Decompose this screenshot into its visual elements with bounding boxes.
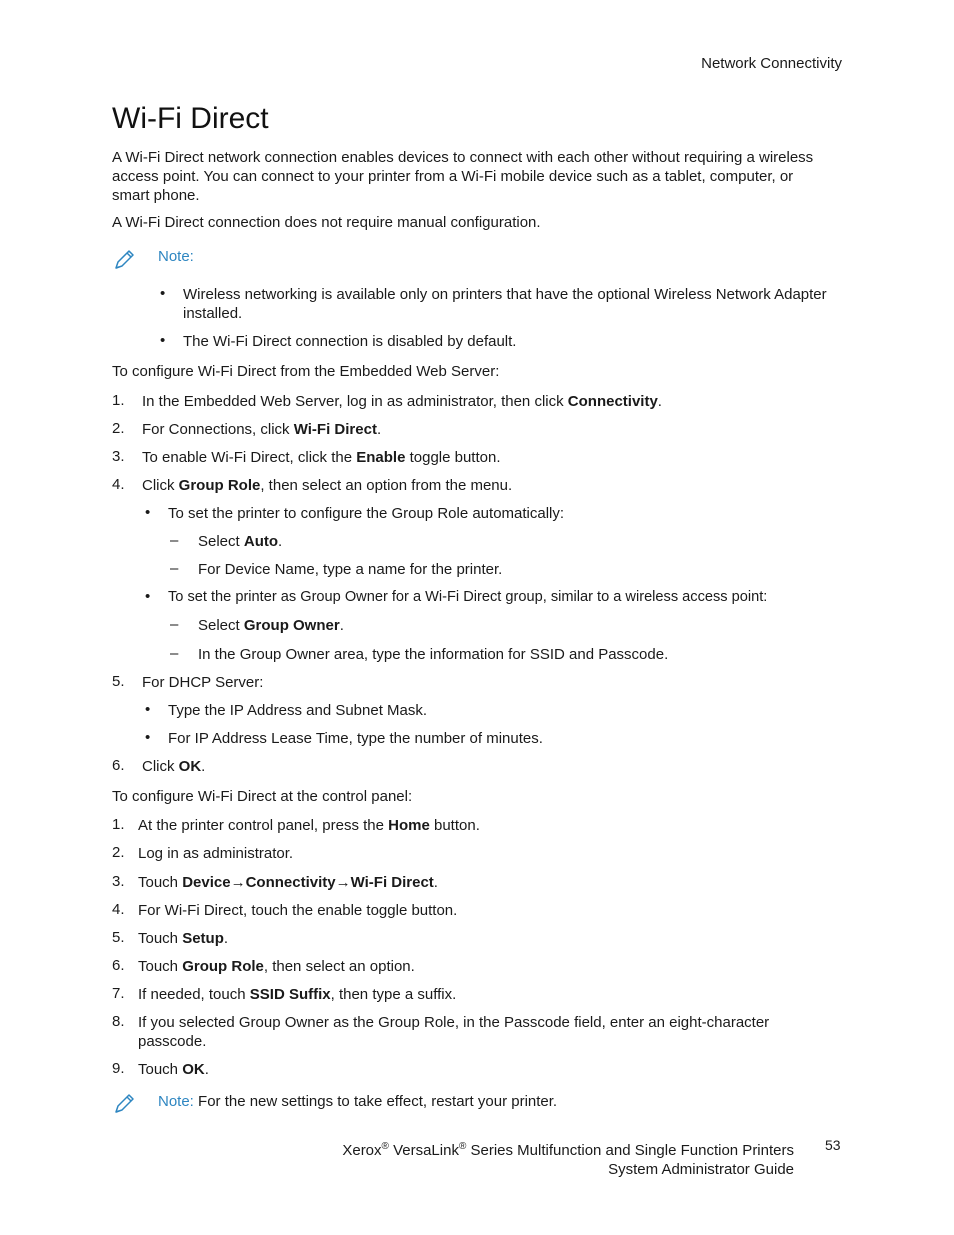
bullet-marker: • <box>145 729 151 746</box>
step-text: Click OK. <box>142 758 206 775</box>
procedure-intro: To configure Wi-Fi Direct from the Embedded Web Server: <box>112 363 500 380</box>
ui-term: Connectivity <box>567 393 658 410</box>
sub-step-text: To set the printer to configure the Group Role automatically: <box>168 505 565 522</box>
step-number: 5. <box>112 673 125 690</box>
step-text: Touch OK. <box>138 1061 209 1078</box>
running-header: Network Connectivity <box>701 55 842 72</box>
ui-term: Group Role <box>178 477 261 494</box>
ui-term: Home <box>388 817 430 834</box>
procedure-intro: To configure Wi-Fi Direct at the control panel: <box>112 788 413 805</box>
bullet-marker: • <box>160 332 166 349</box>
step-text: To enable Wi-Fi Direct, click the Enable toggle button. <box>142 449 501 466</box>
sub-sub-step-text: Select Group Owner. <box>198 617 344 634</box>
step-number: 7. <box>112 985 125 1002</box>
step-text: For DHCP Server: <box>142 674 264 691</box>
step-number: 4. <box>112 901 125 918</box>
ui-term: Setup <box>182 930 224 947</box>
ui-term: Wi-Fi Direct <box>350 874 434 891</box>
ui-term: SSID Suffix <box>249 986 331 1003</box>
footer-title <box>342 1137 794 1179</box>
dash-marker: – <box>170 532 179 549</box>
pencil-icon <box>112 248 136 272</box>
dash-marker: – <box>170 560 179 577</box>
step-text: Touch Device→Connectivity→Wi-Fi Direct. <box>138 874 438 891</box>
step-number: 8. <box>112 1013 125 1030</box>
step-number: 1. <box>112 392 125 409</box>
step-number: 2. <box>112 844 125 861</box>
step-number: 4. <box>112 476 125 493</box>
footer-line-2: System Administrator Guide <box>608 1161 794 1178</box>
step-number: 1. <box>112 816 125 833</box>
step-text: Touch Group Role, then select an option. <box>138 958 415 975</box>
pencil-icon <box>112 1092 136 1116</box>
step-text: At the printer control panel, press the Home button. <box>138 817 480 834</box>
bullet-marker: • <box>145 701 151 718</box>
dash-marker: – <box>170 645 179 662</box>
ui-term: Wi-Fi Direct <box>293 421 377 438</box>
ui-term: OK <box>178 758 202 775</box>
bullet-marker: • <box>160 285 166 302</box>
ui-term: Enable <box>356 449 406 466</box>
note-label: Note: <box>158 1093 194 1110</box>
ui-term: Device <box>182 874 231 891</box>
intro-paragraph: A Wi-Fi Direct network connection enables devices to connect with each other without requiring a wireless access point. You can connect to your printer from a Wi-Fi mobile device such as a tablet, computer, or smart phone. <box>112 149 814 204</box>
ui-term: Group Role <box>182 958 264 975</box>
bullet-marker: • <box>145 504 151 521</box>
step-number: 3. <box>112 873 125 890</box>
ui-term: Connectivity <box>245 874 336 891</box>
ui-term: Auto <box>243 533 279 550</box>
ui-term: Group Owner <box>243 617 340 634</box>
sub-step-text: To set the printer as Group Owner for a Wi-Fi Direct group, similar to a wireless access point: <box>168 589 768 605</box>
sub-step-text: For IP Address Lease Time, type the number of minutes. <box>168 730 543 747</box>
note-bullet: Wireless networking is available only on printers that have the optional Wireless Network Adapter installed. <box>183 286 827 322</box>
step-number: 5. <box>112 929 125 946</box>
sub-sub-step-text: For Device Name, type a name for the printer. <box>198 561 503 578</box>
footer-line-1: Xerox® VersaLink® Series Multifunction and Single Function Printers <box>342 1141 794 1159</box>
page-title: Wi-Fi Direct <box>112 102 269 135</box>
note-text: Note: For the new settings to take effect, restart your printer. <box>158 1093 558 1110</box>
step-text: If needed, touch SSID Suffix, then type a suffix. <box>138 986 457 1003</box>
page-number: 53 <box>825 1137 841 1153</box>
step-text: In the Embedded Web Server, log in as administrator, then click Connectivity. <box>142 393 662 410</box>
dash-marker: – <box>170 616 179 633</box>
intro-paragraph-2: A Wi-Fi Direct connection does not require manual configuration. <box>112 214 541 231</box>
note-bullet: The Wi-Fi Direct connection is disabled by default. <box>183 333 517 350</box>
sub-sub-step-text: In the Group Owner area, type the information for SSID and Passcode. <box>198 646 669 663</box>
step-number: 3. <box>112 448 125 465</box>
step-number: 9. <box>112 1060 125 1077</box>
step-text: For Wi-Fi Direct, touch the enable toggle button. <box>138 902 458 919</box>
ui-term: OK <box>182 1061 205 1078</box>
note-label: Note: <box>158 248 194 265</box>
sub-sub-step-text: Select Auto. <box>198 533 283 550</box>
step-text: For Connections, click Wi-Fi Direct. <box>142 421 382 438</box>
step-text: If you selected Group Owner as the Group Role, in the Passcode field, enter an eight-character passcode. <box>138 1014 770 1050</box>
sub-step-text: Type the IP Address and Subnet Mask. <box>168 702 428 719</box>
step-number: 6. <box>112 757 125 774</box>
step-number: 6. <box>112 957 125 974</box>
step-number: 2. <box>112 420 125 437</box>
step-text: Log in as administrator. <box>138 845 294 862</box>
arrow-separator: → <box>335 874 351 891</box>
bullet-marker: • <box>145 588 151 605</box>
step-text: Click Group Role, then select an option from the menu. <box>142 477 513 494</box>
arrow-separator: → <box>230 874 246 891</box>
step-text: Touch Setup. <box>138 930 229 947</box>
